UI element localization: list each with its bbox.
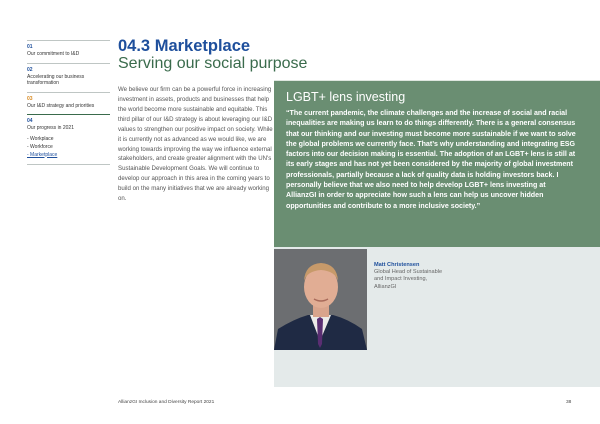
quote-panel xyxy=(274,80,600,248)
profile-name: Matt Christensen xyxy=(374,262,420,268)
quote-text: “The current pandemic, the climate challenges and the increase of social and racial inequalities are making us learn to do things differently. There is a general consensus that our thinking and our investing must become more sustainable if we want to solve the global problems we currently face. That’s why understanding and integrating ESG factors into our decision making is essential. The adoption of an LGBT+ lens is still at its early stages and has not yet been considered by the majority of global investment professionals, partially because a lack of quality data is holding investors back. I personally believe that we also need to help develop LGBT+ lens investing at AllianzGI in order to appreciate how such a lens can help us uncover hidden opportunities and contribute to a more inclusive society.” xyxy=(286,109,576,210)
portrait-photo xyxy=(274,249,367,350)
nav-section-02[interactable] xyxy=(27,63,110,87)
nav-number: 01 xyxy=(27,44,33,50)
nav-number: 02 xyxy=(27,66,33,73)
page-number: 38 xyxy=(566,400,572,405)
profile-panel xyxy=(274,247,600,387)
section-subtitle: Serving our social purpose xyxy=(118,55,308,72)
section-title: 04.3 Marketplace xyxy=(118,37,251,55)
nav-title[interactable]: Our commitment to I&D xyxy=(27,51,80,57)
profile-role-line1: Global Head of Sustainable xyxy=(374,269,443,275)
nav-subitem-workplace[interactable]: - Workplace xyxy=(27,135,54,142)
portrait-illustration-icon xyxy=(274,249,367,350)
nav-subitem-marketplace[interactable]: - Marketplace xyxy=(27,151,58,158)
nav-title[interactable]: Our progress in 2021 xyxy=(27,125,74,131)
page-heading xyxy=(118,37,307,73)
nav-title[interactable]: Our I&D strategy and priorities xyxy=(27,102,95,109)
nav-section-04[interactable] xyxy=(27,114,110,159)
nav-title[interactable]: Accelerating our business transformation xyxy=(27,73,85,86)
footer-report-title: AllianzGI Inclusion and Diversity Report 2021 xyxy=(118,400,215,405)
nav-number: 03 xyxy=(27,95,33,102)
nav-divider xyxy=(27,164,110,165)
nav-number: 04 xyxy=(27,118,33,124)
body-paragraph: We believe our firm can be a powerful force in increasing investment in assets, products and businesses that help the world become more sustainable and equitable. This third pillar of our I&D strategy is about leveraging our I&D values to strengthen our positive impact on society. While it is currently not as advanced as we would like, we are working towards improving the way we influence external stakeholders, and create greater alignment with the UN's Sustainable Development Goals. We will continue to develop our approach in this area in the coming years to build on the many initiatives that we are already working on. xyxy=(118,86,273,203)
nav-subitem-workforce[interactable]: - Workforce xyxy=(27,143,53,150)
nav-section-03[interactable] xyxy=(27,92,110,110)
section-navigation xyxy=(27,40,110,165)
profile-role-line2: and Impact Investing, xyxy=(374,276,428,283)
quote-title: LGBT+ lens investing xyxy=(286,90,406,104)
nav-section-01[interactable] xyxy=(27,40,110,58)
profile-info xyxy=(374,262,442,291)
profile-company: AllianzGI xyxy=(374,283,397,290)
